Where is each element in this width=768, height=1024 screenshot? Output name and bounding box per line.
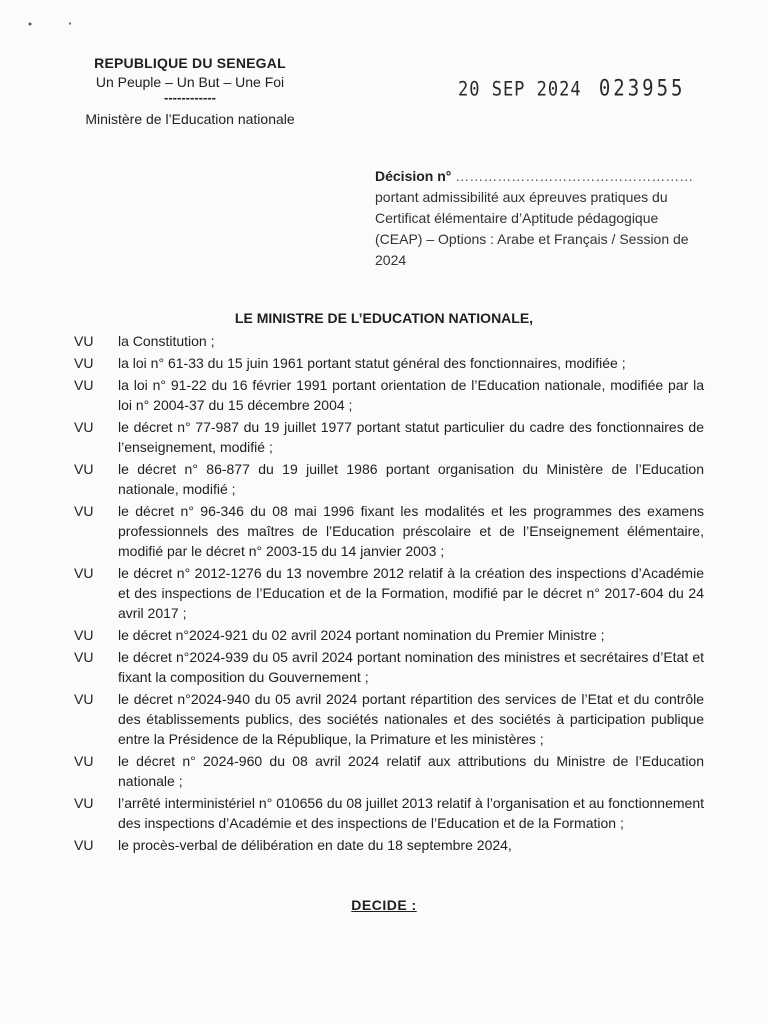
vu-label: VU	[74, 355, 94, 371]
vu-text: le décret n° 2012-1276 du 13 novembre 2012 relatif à la création des inspections d’Académie et des inspections de l’Education et de la Formation, modifié par le décret n° 2017-604 du 24 avril 2017 ;	[118, 565, 704, 621]
minister-heading: LE MINISTRE DE L’EDUCATION NATIONALE,	[234, 310, 534, 326]
stamp-number: 023955	[598, 76, 686, 102]
vu-label: VU	[74, 419, 94, 435]
vu-item	[74, 459, 704, 499]
vu-item	[74, 835, 704, 855]
decision-title: Décision	[375, 168, 434, 184]
ministry-name: Ministère de l’Education nationale	[85, 111, 295, 127]
vu-item	[74, 625, 704, 645]
vu-label: VU	[74, 795, 94, 811]
vu-label: VU	[74, 649, 94, 665]
vu-text: l’arrêté interministériel n° 010656 du 08 juillet 2013 relatif à l’organisation et au fonctionnement des inspections d’Académie et des inspections de l’Education et de la Formation ;	[118, 795, 704, 831]
vu-text: le décret n° 96-346 du 08 mai 1996 fixant les modalités et les programmes des examens professionnels des maîtres de l’Education préscolaire et de l’Enseignement élémentaire, modifié par le décret n° 2003-15 du 14 janvier 2003 ;	[118, 503, 704, 559]
vu-label: VU	[74, 377, 94, 393]
vu-label: VU	[74, 333, 94, 349]
vu-text: le décret n° 86-877 du 19 juillet 1986 portant organisation du Ministère de l’Education nationale, modifié ;	[118, 461, 704, 497]
vu-label: VU	[74, 691, 94, 707]
vu-text: le décret n°2024-921 du 02 avril 2024 portant nomination du Premier Ministre ;	[118, 627, 605, 643]
vu-text: le décret n° 2024-960 du 08 avril 2024 relatif aux attributions du Ministre de l’Education nationale ;	[118, 753, 704, 789]
vu-text: le décret n° 77-987 du 19 juillet 1977 portant statut particulier du cadre des fonctionnaires de l’enseignement, modifié ;	[118, 419, 704, 455]
vu-item	[74, 375, 704, 415]
vu-text: la Constitution ;	[118, 333, 215, 349]
vu-label: VU	[74, 627, 94, 643]
republic-name: REPUBLIQUE DU SENEGAL	[94, 55, 286, 71]
vu-item	[74, 793, 704, 833]
considerations-list	[74, 331, 704, 857]
scan-mark	[28, 22, 74, 26]
vu-label: VU	[74, 837, 94, 853]
vu-text: le décret n°2024-939 du 05 avril 2024 portant nomination des ministres et secrétaires d’Etat et fixant la composition du Gouvernement ;	[118, 649, 704, 685]
vu-label: VU	[74, 461, 94, 477]
letterhead	[64, 54, 316, 129]
decision-number-dots: ……………………………………………	[455, 168, 694, 184]
decision-number-label: n°	[437, 168, 452, 184]
vu-text: le procès-verbal de délibération en date du 18 septembre 2024,	[118, 837, 512, 853]
registration-stamp	[458, 76, 685, 101]
vu-item	[74, 751, 704, 791]
vu-item	[74, 501, 704, 561]
vu-item	[74, 331, 704, 351]
decision-block	[375, 166, 700, 271]
vu-text: le décret n°2024-940 du 05 avril 2024 portant répartition des services de l’Etat et du contrôle des établissements publics, des sociétés nationales et des sociétés à participation publique entre la Présidence de la République, la Primature et les ministères ;	[118, 691, 704, 747]
vu-item	[74, 689, 704, 749]
vu-label: VU	[74, 565, 94, 581]
vu-item	[74, 417, 704, 457]
vu-label: VU	[74, 503, 94, 519]
vu-item	[74, 647, 704, 687]
vu-label: VU	[74, 753, 94, 769]
header-separator: ------------	[164, 90, 216, 105]
decision-subject: portant admissibilité aux épreuves pratiques du Certificat élémentaire d’Aptitude pédagogique (CEAP) – Options : Arabe et Français / Session de 2024	[375, 189, 689, 268]
decide-heading: DECIDE :	[351, 897, 417, 913]
vu-text: la loi n° 91-22 du 16 février 1991 portant orientation de l’Education nationale, modifiée par la loi n° 2004-37 du 15 décembre 2004 ;	[118, 377, 704, 413]
stamp-date: 20 SEP 2024	[458, 78, 582, 102]
national-motto: Un Peuple – Un But – Une Foi	[95, 74, 285, 90]
vu-item	[74, 563, 704, 623]
vu-text: la loi n° 61-33 du 15 juin 1961 portant statut général des fonctionnaires, modifiée ;	[118, 355, 626, 371]
vu-item	[74, 353, 704, 373]
